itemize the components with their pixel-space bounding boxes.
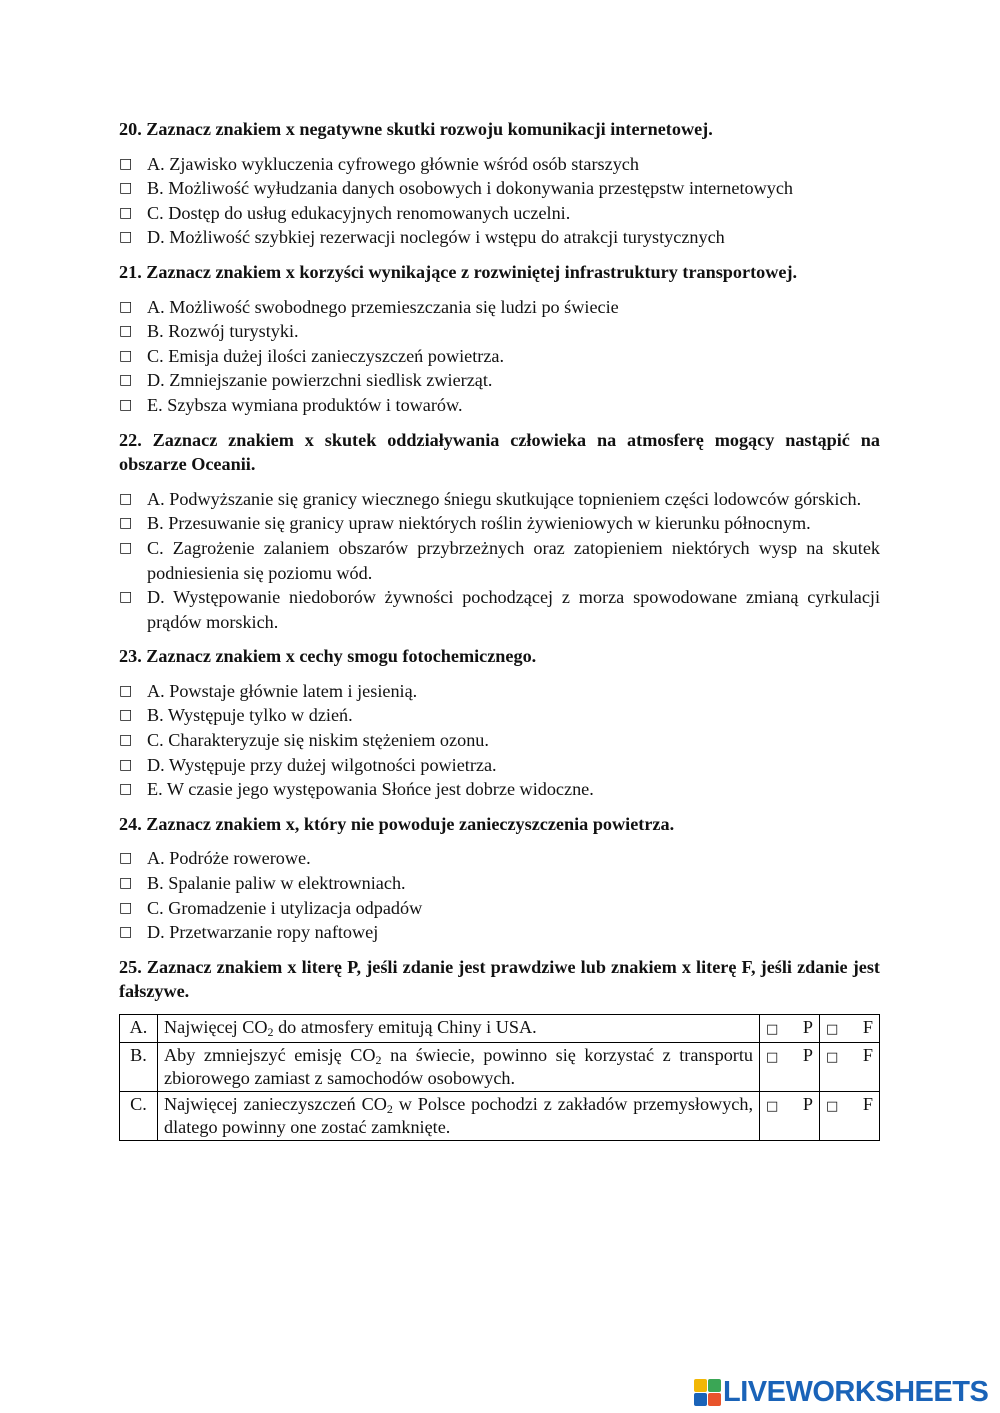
option-label: A. Zjawisko wykluczenia cyfrowego głównie wśród osób starszych (147, 153, 639, 174)
option-checkbox[interactable] (119, 152, 880, 177)
question-25 (119, 955, 880, 1141)
option-label: B. Rozwój turystyki. (147, 321, 299, 342)
question-23 (119, 644, 880, 802)
options-list (119, 679, 880, 802)
statement-text: na świecie, powinno się korzystać z transportu zbiorowego zamiast z samochodów osobowych. (164, 1045, 753, 1088)
subscript: 2 (375, 1053, 382, 1067)
checkbox-icon[interactable]: □ (826, 1050, 839, 1065)
subscript: 2 (267, 1025, 274, 1039)
statement-text: Najwięcej CO (164, 1017, 268, 1037)
checkbox-icon[interactable]: □ (119, 180, 133, 197)
option-checkbox[interactable] (119, 201, 880, 226)
option-label: D. Występuje przy dużej wilgotności powietrza. (147, 754, 497, 775)
question-title: 20. Zaznacz znakiem x negatywne skutki rozwoju komunikacji internetowej. (119, 119, 713, 139)
logo-square (708, 1379, 721, 1392)
question-title: 24. Zaznacz znakiem x, który nie powoduje zanieczyszczenia powietrza. (119, 813, 675, 834)
question-title: 25. Zaznacz znakiem x literę P, jeśli zdanie jest prawdziwe lub znakiem x literę F, jeśli zdanie jest fałszywe. (119, 956, 880, 1002)
option-checkbox[interactable] (119, 920, 880, 945)
option-checkbox[interactable] (119, 295, 880, 320)
row-letter: A. (120, 1015, 158, 1043)
question-24 (119, 812, 880, 945)
checkbox-icon[interactable]: □ (119, 298, 133, 315)
option-checkbox[interactable] (119, 536, 880, 585)
true-label: P (802, 1045, 813, 1065)
false-option[interactable] (820, 1043, 880, 1092)
false-label: F (862, 1017, 873, 1037)
option-label: B. Możliwość wyłudzania danych osobowych i dokonywania przestępstw internetowych (147, 178, 794, 199)
checkbox-icon[interactable]: □ (119, 781, 133, 798)
option-label: A. Powstaje głównie latem i jesienią. (147, 680, 418, 701)
question-title: 23. Zaznacz znakiem x cechy smogu fotochemicznego. (119, 646, 537, 667)
checkbox-icon[interactable]: □ (119, 850, 133, 867)
checkbox-icon[interactable]: □ (766, 1022, 779, 1037)
checkbox-icon[interactable]: □ (826, 1022, 839, 1037)
table-row (120, 1092, 880, 1141)
true-option[interactable] (760, 1015, 820, 1043)
checkbox-icon[interactable]: □ (119, 229, 133, 246)
row-letter: C. (120, 1092, 158, 1141)
checkbox-icon[interactable]: □ (119, 347, 133, 364)
false-option[interactable] (820, 1092, 880, 1141)
checkbox-icon[interactable]: □ (119, 682, 133, 699)
checkbox-icon[interactable]: □ (119, 204, 133, 221)
option-checkbox[interactable] (119, 777, 880, 802)
option-label: E. Szybsza wymiana produktów i towarów. (147, 394, 463, 415)
worksheet-page (119, 117, 880, 1141)
checkbox-icon[interactable]: □ (119, 899, 133, 916)
statement-text: w Polsce pochodzi z zakładów przemysłowych, dlatego powinny one zostać zamknięte. (164, 1094, 753, 1137)
checkbox-icon[interactable]: □ (119, 396, 133, 413)
option-label: C. Zagrożenie zalaniem obszarów przybrzeżnych oraz zatopieniem niektórych wysp na skutek podniesienia się poziomu wód. (147, 537, 880, 583)
option-checkbox[interactable] (119, 871, 880, 896)
options-list (119, 152, 880, 250)
true-label: P (802, 1017, 813, 1037)
statement-text: Aby zmniejszyć emisję CO (164, 1045, 376, 1065)
question-title: 21. Zaznacz znakiem x korzyści wynikające z rozwiniętej infrastruktury transportowej. (119, 261, 798, 282)
option-label: B. Przesuwanie się granicy upraw niektórych roślin żywieniowych w kierunku północnym. (147, 513, 811, 534)
row-letter: B. (120, 1043, 158, 1092)
statement (158, 1043, 760, 1092)
options-list (119, 487, 880, 635)
options-list (119, 846, 880, 944)
option-label: C. Dostęp do usług edukacyjnych renomowanych uczelni. (147, 202, 571, 223)
true-label: P (802, 1094, 813, 1114)
option-checkbox[interactable] (119, 225, 880, 250)
statement (158, 1015, 760, 1043)
brand-name: LIVEWORKSHEETS (723, 1375, 989, 1408)
statement-text: do atmosfery emitują Chiny i USA. (273, 1017, 537, 1037)
option-label: A. Podróże rowerowe. (147, 848, 311, 869)
checkbox-icon[interactable]: □ (119, 589, 133, 606)
option-checkbox[interactable] (119, 176, 880, 201)
checkbox-icon[interactable]: □ (119, 756, 133, 773)
true-option[interactable] (760, 1043, 820, 1092)
false-label: F (862, 1094, 873, 1114)
logo-icon (694, 1379, 720, 1405)
checkbox-icon[interactable]: □ (119, 732, 133, 749)
true-option[interactable] (760, 1092, 820, 1141)
option-label: E. W czasie jego występowania Słońce jest dobrze widoczne. (147, 779, 594, 800)
option-label: D. Zmniejszanie powierzchni siedlisk zwierząt. (147, 370, 493, 391)
false-label: F (862, 1045, 873, 1065)
subscript: 2 (386, 1102, 393, 1116)
option-label: B. Spalanie paliw w elektrowniach. (147, 873, 406, 894)
checkbox-icon[interactable]: □ (119, 707, 133, 724)
option-checkbox[interactable] (119, 728, 880, 753)
option-label: B. Występuje tylko w dzień. (147, 705, 353, 726)
option-checkbox[interactable] (119, 511, 880, 536)
checkbox-icon[interactable]: □ (119, 155, 133, 172)
false-option[interactable] (820, 1015, 880, 1043)
option-checkbox[interactable] (119, 846, 880, 871)
option-label: C. Gromadzenie i utylizacja odpadów (147, 897, 423, 918)
options-list (119, 295, 880, 418)
checkbox-icon[interactable]: □ (119, 539, 133, 556)
question-20 (119, 117, 880, 250)
option-checkbox[interactable] (119, 753, 880, 778)
checkbox-icon[interactable]: □ (119, 372, 133, 389)
question-22 (119, 428, 880, 635)
logo-square (694, 1379, 707, 1392)
option-label: D. Występowanie niedoborów żywności pochodzącej z morza spowodowane zmianą cyrkulacji prądów morskich. (147, 587, 880, 632)
question-title: 22. Zaznacz znakiem x skutek oddziaływania człowieka na atmosferę mogący nastąpić na obszarze Oceanii. (119, 429, 880, 475)
option-label: C. Charakteryzuje się niskim stężeniem ozonu. (147, 730, 489, 751)
option-checkbox[interactable] (119, 703, 880, 728)
option-checkbox[interactable] (119, 896, 880, 921)
logo-square (708, 1393, 721, 1406)
option-label: A. Możliwość swobodnego przemieszczania się ludzi po świecie (147, 296, 619, 317)
checkbox-icon[interactable]: □ (119, 323, 133, 340)
option-checkbox[interactable] (119, 585, 880, 634)
option-checkbox[interactable] (119, 393, 880, 418)
checkbox-icon[interactable]: □ (119, 490, 133, 507)
option-label: A. Podwyższanie się granicy wiecznego śniegu skutkujące topnieniem części lodowców górskich. (147, 488, 862, 509)
option-label: C. Emisja dużej ilości zanieczyszczeń powietrza. (147, 345, 505, 366)
logo-square (694, 1393, 707, 1406)
question-21 (119, 260, 880, 418)
option-checkbox[interactable] (119, 487, 880, 512)
true-false-table (119, 1014, 880, 1141)
option-checkbox[interactable] (119, 319, 880, 344)
checkbox-icon[interactable]: □ (766, 1099, 779, 1114)
checkbox-icon[interactable]: □ (826, 1099, 839, 1114)
table-row (120, 1015, 880, 1043)
checkbox-icon[interactable]: □ (119, 515, 133, 532)
option-checkbox[interactable] (119, 344, 880, 369)
statement-text: Najwięcej zanieczyszczeń CO (164, 1094, 387, 1114)
table-row (120, 1043, 880, 1092)
liveworksheets-logo (694, 1375, 989, 1408)
option-checkbox[interactable] (119, 679, 880, 704)
option-label: D. Możliwość szybkiej rezerwacji noclegów i wstępu do atrakcji turystycznych (147, 227, 725, 248)
checkbox-icon[interactable]: □ (119, 875, 133, 892)
option-label: D. Przetwarzanie ropy naftowej (147, 922, 379, 943)
checkbox-icon[interactable]: □ (766, 1050, 779, 1065)
statement (158, 1092, 760, 1141)
option-checkbox[interactable] (119, 368, 880, 393)
checkbox-icon[interactable]: □ (119, 924, 133, 941)
